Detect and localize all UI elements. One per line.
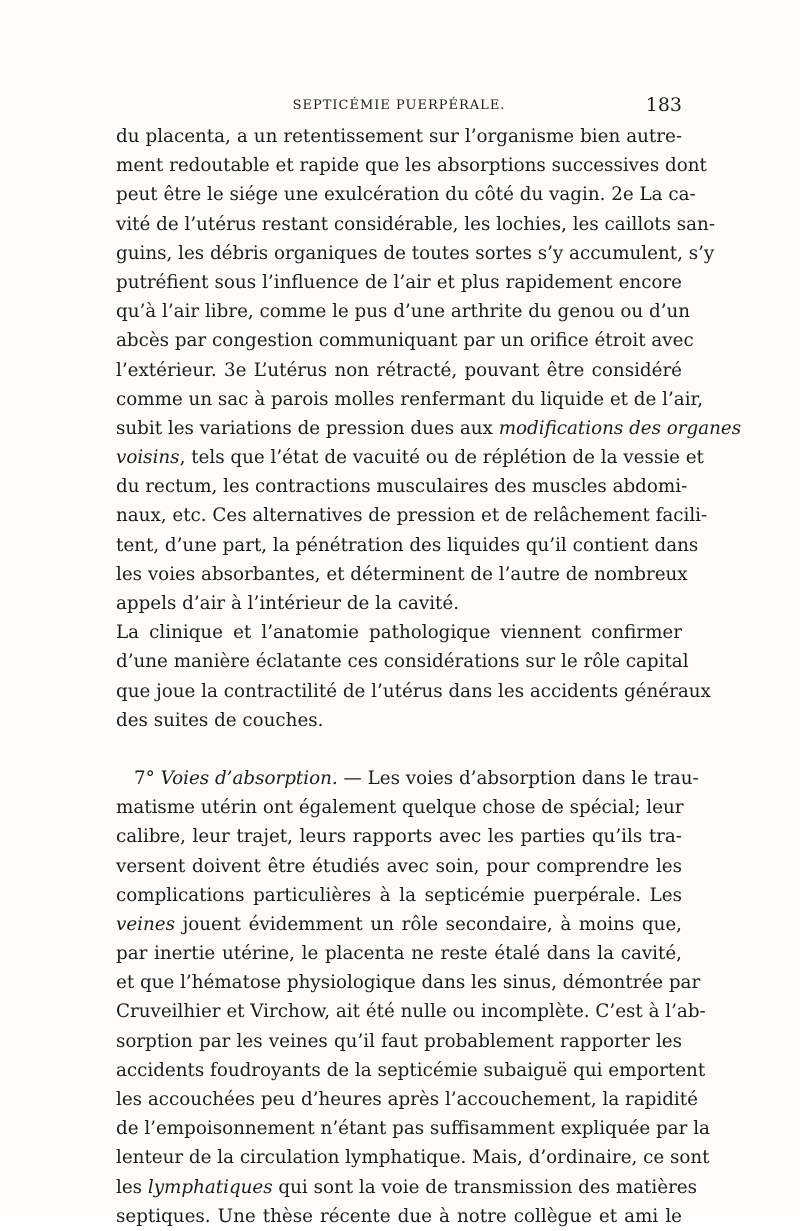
text-line: les voies absorbantes, et déterminent de l’autre de nombreux — [116, 563, 688, 585]
running-header — [116, 94, 682, 118]
text-line: lenteur de la circulation lymphatique. Mais, d’ordinaire, ce sont — [116, 1147, 710, 1169]
body-text — [116, 122, 742, 1231]
running-title: SEPTICÉMIE PUERPÉRALE. — [292, 98, 506, 113]
text-line: appels d’air à l’intérieur de la cavité. — [116, 593, 460, 614]
text-line — [116, 910, 682, 939]
text-run: , tels que l’état de vacuité ou de réplétion de la vessie et — [179, 447, 704, 469]
text-run: les — [116, 1176, 148, 1198]
text-line — [116, 1173, 698, 1202]
text-line — [116, 443, 704, 472]
text-line: et que l’hématose physiologique dans les sinus, démontrée par — [116, 972, 701, 994]
text-line: que joue la contractilité de l’utérus dans les accidents généraux — [116, 680, 711, 702]
text-line: de l’empoisonnement n’étant pas suffisamment expliquée par la — [116, 1118, 710, 1140]
page-number: 183 — [645, 94, 682, 116]
text-run: — Les voies d’absorption dans le trau- — [337, 767, 699, 789]
text-line: vité de l’utérus restant considérable, les lochies, les caillots san- — [116, 213, 716, 235]
italic-phrase: veines — [116, 913, 175, 935]
text-line: tent, d’une part, la pénétration des liquides qu’il contient dans — [116, 534, 699, 556]
text-line — [116, 764, 699, 793]
text-line: par inertie utérine, le placenta ne reste étalé dans la cavité, — [116, 943, 682, 965]
text-line: guins, les débris organiques de toutes sortes s’y accumulent, s’y — [116, 242, 715, 264]
text-line: peut être le siége une exulcération du côté du vagin. 2e La ca- — [116, 184, 696, 206]
text-line: des suites de couches. — [116, 709, 324, 731]
text-line: abcès par congestion communiquant par un orifice étroit avec — [116, 330, 694, 352]
text-line: ment redoutable et rapide que les absorptions successives dont — [116, 155, 707, 177]
text-line: comme un sac à parois molles renfermant du liquide et de l’air, — [116, 388, 704, 410]
text-line: les accouchées peu d’heures après l’accouchement, la rapidité — [116, 1089, 698, 1110]
section-heading: Voies d’absorption. — [160, 767, 338, 789]
text-line: du rectum, les contractions musculaires des muscles abdomi- — [116, 476, 688, 498]
text-line: La clinique et l’anatomie pathologique viennent confirmer — [116, 622, 682, 644]
paragraph-gap — [116, 735, 682, 764]
italic-phrase: lymphatiques — [147, 1176, 273, 1198]
text-run: subit les variations de pression dues aux — [116, 417, 499, 439]
text-line: sorption par les veines qu’il faut probablement rapporter les — [116, 1030, 682, 1052]
text-line: complications particulières à la septicémie puerpérale. Les — [116, 884, 682, 906]
text-line: d’une manière éclatante ces considérations sur le rôle capital — [116, 651, 689, 673]
text-line: l’extérieur. 3e L’utérus non rétracté, pouvant être considéré — [116, 359, 682, 381]
text-line — [116, 414, 742, 443]
text-line: calibre, leur trajet, leurs rapports avec les parties qu’ils tra- — [116, 826, 682, 848]
text-run: 7° — [134, 767, 161, 789]
text-line: naux, etc. Ces alternatives de pression et de relâchement facili- — [116, 505, 708, 527]
italic-phrase: voisins — [116, 447, 180, 469]
text-line: accidents foudroyants de la septicémie subaiguë qui emportent — [116, 1059, 706, 1081]
text-line: putréfient sous l’influence de l’air et plus rapidement encore — [116, 271, 682, 293]
text-line: qu’à l’air libre, comme le pus d’une arthrite du genou ou d’un — [116, 301, 691, 323]
text-run: qui sont la voie de transmission des matières — [272, 1176, 698, 1198]
text-line: versent doivent être étudiés avec soin, pour comprendre les — [116, 855, 682, 877]
text-run: jouent évidemment un rôle secondaire, à moins que, — [174, 913, 682, 935]
text-line: septiques. Une thèse récente due à notre collègue et ami le — [116, 1205, 682, 1227]
text-line: matisme utérin ont également quelque chose de spécial; leur — [116, 797, 684, 819]
text-line: du placenta, a un retentissement sur l’organisme bien autre- — [116, 126, 682, 147]
italic-phrase: modifications des organes — [498, 417, 742, 439]
text-line: Cruveilhier et Virchow, ait été nulle ou incomplète. C’est à l’ab- — [116, 1001, 706, 1023]
